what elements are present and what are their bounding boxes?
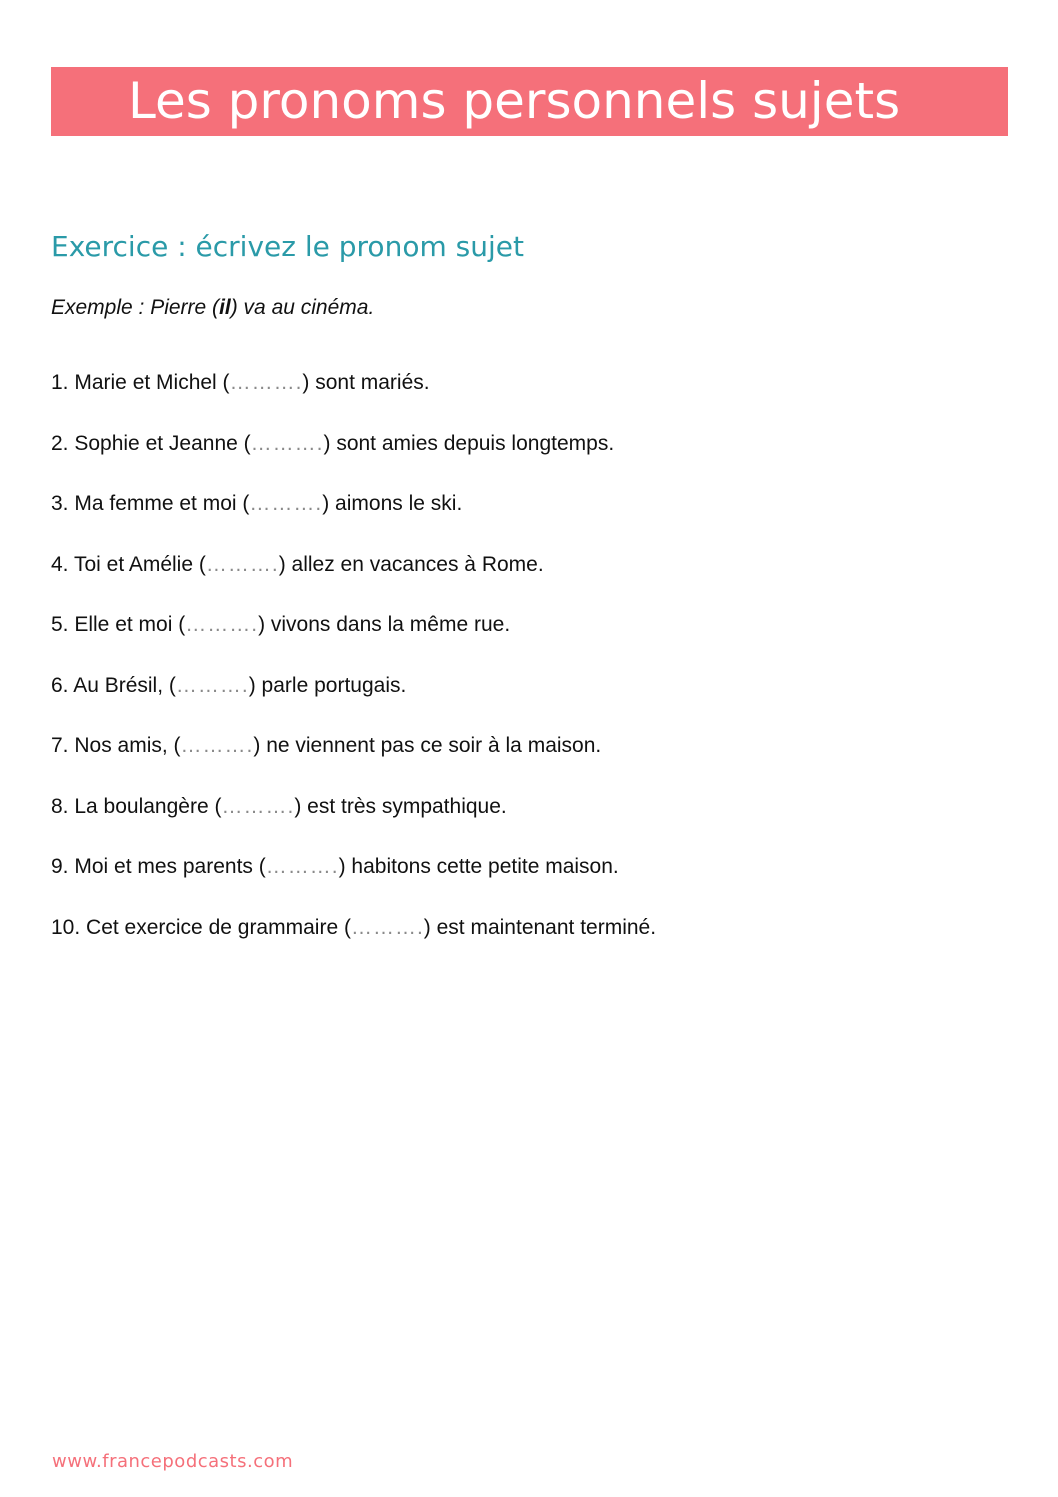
exercise-item [51, 732, 656, 793]
page-title: Les pronoms personnels sujets [128, 72, 901, 130]
example-suffix: ) va au cinéma. [230, 296, 375, 319]
item-after: ) est maintenant terminé. [423, 915, 657, 939]
example-prefix: Exemple : Pierre ( [51, 296, 220, 319]
exercise-item [51, 793, 656, 854]
item-before: 1. Marie et Michel ( [51, 371, 230, 394]
item-before: 4. Toi et Amélie ( [51, 552, 206, 576]
answer-blank: ………. [265, 855, 339, 878]
answer-blank: ………. [221, 794, 295, 818]
item-after: ) sont amies depuis longtemps. [323, 431, 615, 455]
exercise-item [51, 853, 656, 914]
item-before: 3. Ma femme et moi ( [51, 492, 250, 515]
footer-website: www.francepodcasts.com [52, 1451, 294, 1472]
answer-blank: ………. [249, 492, 323, 515]
item-after: ) ne viennent pas ce soir à la maison. [253, 734, 602, 757]
answer-blank: ………. [180, 734, 254, 757]
exercise-heading: Exercice : écrivez le pronom sujet [51, 230, 524, 263]
exercise-item [51, 430, 656, 491]
item-after: ) habitons cette petite maison. [338, 855, 619, 878]
title-banner [51, 67, 1008, 136]
item-before: 7. Nos amis, ( [51, 734, 181, 757]
item-after: ) vivons dans la même rue. [258, 613, 511, 636]
exercise-item [51, 551, 656, 612]
exercise-item [51, 369, 656, 430]
example-answer: il [219, 296, 231, 319]
item-after: ) est très sympathique. [294, 794, 507, 818]
answer-blank: ………. [229, 371, 303, 394]
item-before: 5. Elle et moi ( [51, 613, 186, 636]
item-after: ) sont mariés. [302, 371, 430, 394]
exercise-item [51, 914, 656, 975]
exercise-item [51, 490, 656, 551]
item-before: 2. Sophie et Jeanne ( [51, 431, 251, 455]
item-before: 9. Moi et mes parents ( [51, 855, 266, 878]
answer-blank: ………. [250, 431, 324, 455]
answer-blank: ………. [350, 915, 424, 939]
item-after: ) allez en vacances à Rome. [278, 552, 544, 576]
answer-blank: ………. [175, 673, 249, 697]
item-before: 10. Cet exercice de grammaire ( [51, 915, 351, 939]
exercise-item [51, 611, 656, 672]
item-before: 8. La boulangère ( [51, 794, 222, 818]
item-after: ) aimons le ski. [322, 492, 463, 515]
item-after: ) parle portugais. [248, 673, 407, 697]
exercise-list [51, 369, 656, 974]
exercise-item [51, 672, 656, 733]
answer-blank: ………. [205, 552, 279, 576]
example-sentence [51, 294, 374, 322]
item-before: 6. Au Brésil, ( [51, 673, 176, 697]
answer-blank: ………. [185, 613, 259, 636]
